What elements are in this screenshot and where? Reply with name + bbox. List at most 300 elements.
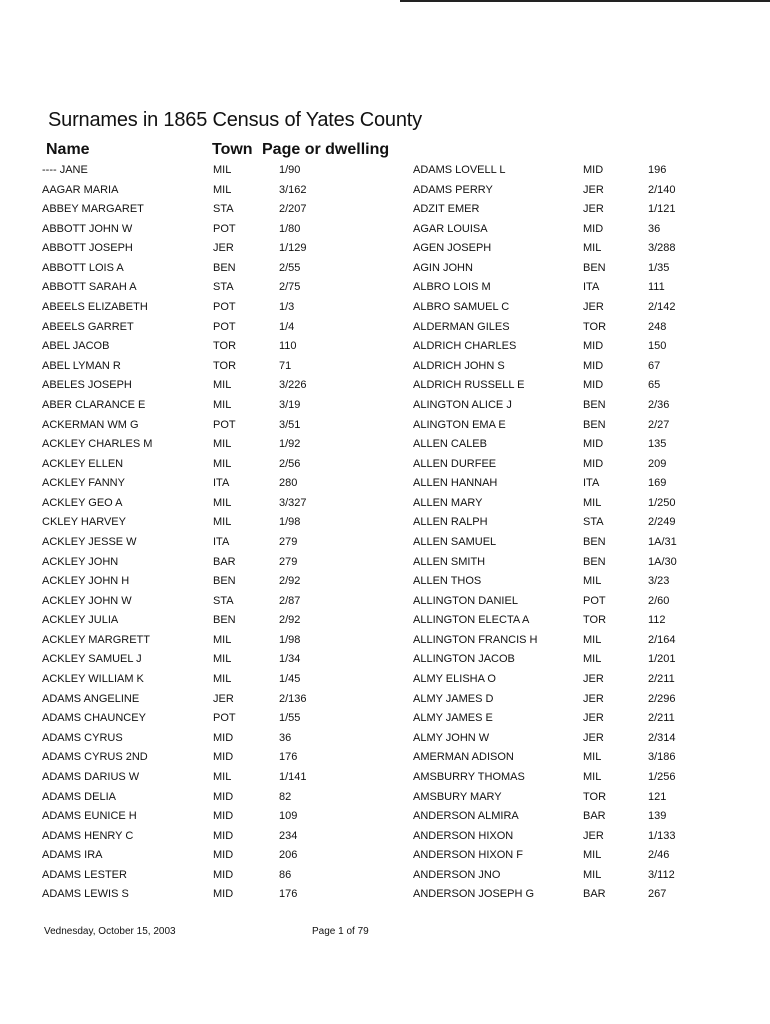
table-row: [42, 160, 412, 180]
surname-cell: ALLINGTON DANIEL: [413, 594, 518, 607]
town-cell: JER: [583, 829, 604, 842]
page-cell: 86: [279, 868, 292, 881]
page-cell: 279: [279, 555, 298, 568]
table-row: [42, 297, 412, 317]
page-cell: 3/19: [279, 398, 301, 411]
town-cell: POT: [213, 222, 236, 235]
table-row: [413, 767, 763, 787]
surname-cell: ADAMS IRA: [42, 849, 103, 862]
page-cell: 2/92: [279, 614, 301, 627]
table-row: [413, 552, 763, 572]
surname-cell: ADAMS CHAUNCEY: [42, 712, 146, 725]
surname-cell: ALLEN CALEB: [413, 438, 487, 451]
town-cell: MIL: [583, 575, 602, 588]
surname-cell: ABBOTT LOIS A: [42, 261, 124, 274]
table-row: [42, 180, 412, 200]
page-cell: 109: [279, 810, 298, 823]
town-cell: MIL: [213, 164, 232, 176]
surname-cell: AMSBURY MARY: [413, 790, 502, 803]
surname-cell: ACKLEY JOHN: [42, 555, 119, 568]
town-cell: BEN: [583, 535, 606, 548]
page-cell: 1/250: [648, 496, 676, 509]
surname-cell: ADAMS LEWIS S: [42, 888, 129, 901]
page-cell: 2/60: [648, 594, 670, 607]
page-cell: 1/129: [279, 242, 307, 255]
surname-cell: ALDERMAN GILES: [413, 320, 510, 333]
table-row: [42, 336, 412, 356]
table-row: [413, 297, 763, 317]
page-cell: 1/35: [648, 261, 670, 274]
table-row: [42, 532, 412, 552]
table-row: [42, 317, 412, 337]
town-cell: MID: [213, 868, 234, 881]
left-census-column: [42, 160, 412, 904]
page-cell: 209: [648, 457, 667, 470]
town-cell: POT: [213, 418, 236, 431]
town-cell: BEN: [213, 261, 236, 274]
page-cell: 1A/30: [648, 555, 677, 568]
surname-cell: ALMY JAMES E: [413, 712, 493, 725]
surname-cell: AGIN JOHN: [413, 261, 473, 274]
page-cell: 135: [648, 438, 667, 451]
surname-cell: ADAMS HENRY C: [42, 829, 134, 842]
table-row: [413, 317, 763, 337]
surname-cell: ACKLEY CHARLES M: [42, 438, 153, 451]
table-row: [42, 434, 412, 454]
town-cell: MID: [583, 340, 604, 353]
town-cell: MIL: [213, 438, 232, 451]
surname-cell: ALLEN HANNAH: [413, 477, 498, 490]
page-cell: 1/133: [648, 829, 676, 842]
page-cell: 3/226: [279, 379, 307, 392]
table-row: [413, 630, 763, 650]
table-row: [42, 258, 412, 278]
surname-cell: ACKLEY GEO A: [42, 496, 123, 509]
town-cell: JER: [583, 203, 604, 216]
table-row: [413, 865, 763, 885]
table-row: [413, 160, 763, 180]
town-cell: BEN: [213, 614, 236, 627]
page-cell: 3/23: [648, 575, 670, 588]
page-cell: 1/4: [279, 320, 295, 333]
town-cell: POT: [583, 594, 606, 607]
surname-cell: ALINGTON ALICE J: [413, 398, 512, 411]
page-cell: 234: [279, 829, 298, 842]
town-cell: MID: [583, 379, 604, 392]
surname-cell: ALLINGTON ELECTA A: [413, 614, 530, 627]
table-row: [42, 610, 412, 630]
surname-cell: ACKLEY WILLIAM K: [42, 673, 144, 686]
town-cell: MIL: [213, 398, 232, 411]
town-cell: MIL: [583, 849, 602, 862]
surname-cell: ALMY JAMES D: [413, 692, 494, 705]
town-cell: MID: [583, 438, 604, 451]
page-cell: 2/140: [648, 183, 676, 196]
town-cell: MIL: [583, 751, 602, 764]
surname-cell: ADZIT EMER: [413, 203, 480, 216]
town-cell: MID: [583, 222, 604, 235]
page-cell: 36: [279, 731, 292, 744]
page-cell: 196: [648, 164, 667, 176]
surname-cell: ALLEN THOS: [413, 575, 482, 588]
column-header-page: Page or dwelling: [262, 141, 390, 158]
page-cell: 112: [648, 614, 666, 627]
page-cell: 280: [279, 477, 298, 490]
surname-cell: ANDERSON JOSEPH G: [413, 888, 535, 901]
surname-cell: ABEELS ELIZABETH: [42, 301, 148, 314]
town-cell: MIL: [213, 653, 232, 666]
page-cell: 1/3: [279, 301, 295, 314]
page-cell: 2/164: [648, 633, 676, 646]
table-row: [42, 356, 412, 376]
table-row: [413, 728, 763, 748]
town-cell: BEN: [583, 261, 606, 274]
surname-cell: CKLEY HARVEY: [42, 516, 126, 529]
surname-cell: ACKLEY JOHN W: [42, 594, 132, 607]
surname-cell: ADAMS EUNICE H: [42, 810, 137, 823]
surname-cell: ALMY ELISHA O: [413, 673, 496, 686]
town-cell: MID: [213, 751, 234, 764]
page-cell: 176: [279, 888, 298, 901]
page-cell: 2/211: [648, 712, 675, 725]
table-row: [413, 375, 763, 395]
table-row: [42, 454, 412, 474]
surname-cell: ADAMS LOVELL L: [413, 164, 506, 176]
town-cell: BEN: [583, 555, 606, 568]
surname-cell: ALLEN SMITH: [413, 555, 486, 568]
surname-cell: AMSBURRY THOMAS: [413, 770, 525, 783]
page-cell: 65: [648, 379, 661, 392]
table-row: [413, 826, 763, 846]
page-cell: 3/112: [648, 868, 675, 881]
page-cell: 2/296: [648, 692, 676, 705]
surname-cell: ACKLEY MARGRETT: [42, 633, 150, 646]
table-row: [413, 277, 763, 297]
table-row: [413, 806, 763, 826]
page-cell: 1/34: [279, 653, 301, 666]
page-cell: 1/256: [648, 770, 676, 783]
surname-cell: ABBOTT SARAH A: [42, 281, 137, 294]
town-cell: MID: [213, 790, 234, 803]
town-cell: MIL: [213, 770, 232, 783]
table-row: [413, 180, 763, 200]
surname-cell: ABEELS GARRET: [42, 320, 134, 333]
page-cell: 1/121: [648, 203, 676, 216]
table-row: [42, 512, 412, 532]
page-cell: 82: [279, 790, 292, 803]
table-row: [42, 277, 412, 297]
table-row: [42, 806, 412, 826]
town-cell: POT: [213, 712, 236, 725]
table-row: [42, 728, 412, 748]
town-cell: TOR: [583, 614, 607, 627]
page-cell: 71: [279, 359, 292, 372]
surname-cell: ABELES JOSEPH: [42, 379, 132, 392]
town-cell: MID: [213, 888, 234, 901]
surname-cell: ACKLEY JESSE W: [42, 535, 137, 548]
surname-cell: ACKLEY JULIA: [42, 614, 119, 627]
table-row: [413, 356, 763, 376]
town-cell: JER: [583, 301, 604, 314]
table-row: [413, 258, 763, 278]
table-row: [42, 826, 412, 846]
town-cell: ITA: [213, 535, 230, 548]
surname-cell: ALLEN RALPH: [413, 516, 488, 529]
table-row: [413, 747, 763, 767]
town-cell: MIL: [213, 379, 232, 392]
surname-cell: ACKLEY JOHN H: [42, 575, 130, 588]
surname-cell: ACKLEY FANNY: [42, 477, 125, 490]
page-cell: 139: [648, 810, 667, 823]
town-cell: BEN: [583, 418, 606, 431]
page-cell: 3/327: [279, 496, 307, 509]
page-cell: 169: [648, 477, 667, 490]
town-cell: JER: [583, 673, 604, 686]
surname-cell: ALDRICH CHARLES: [413, 340, 517, 353]
town-cell: MID: [583, 457, 604, 470]
town-cell: ITA: [213, 477, 230, 490]
table-row: [42, 552, 412, 572]
page-cell: 2/46: [648, 849, 670, 862]
surname-cell: AGEN JOSEPH: [413, 242, 492, 255]
town-cell: POT: [213, 301, 236, 314]
surname-cell: ---- JANE: [42, 164, 88, 176]
town-cell: ITA: [583, 281, 600, 294]
page-cell: 2/92: [279, 575, 301, 588]
table-row: [42, 884, 412, 904]
page-cell: 1/141: [279, 770, 307, 783]
table-row: [413, 845, 763, 865]
table-row: [42, 238, 412, 258]
page-cell: 279: [279, 535, 298, 548]
table-row: [42, 787, 412, 807]
town-cell: MIL: [583, 653, 602, 666]
table-row: [413, 571, 763, 591]
table-row: [413, 532, 763, 552]
table-row: [413, 689, 763, 709]
table-row: [42, 493, 412, 513]
table-row: [42, 865, 412, 885]
town-cell: JER: [213, 692, 234, 705]
town-cell: MID: [583, 164, 604, 176]
surname-cell: ABEL LYMAN R: [42, 359, 121, 372]
table-row: [42, 747, 412, 767]
table-row: [413, 610, 763, 630]
table-row: [413, 395, 763, 415]
table-row: [42, 571, 412, 591]
town-cell: MIL: [583, 868, 602, 881]
table-row: [413, 336, 763, 356]
surname-cell: ABBEY MARGARET: [42, 203, 144, 216]
surname-cell: ABEL JACOB: [42, 340, 110, 353]
surname-cell: ALLEN MARY: [413, 496, 483, 509]
surname-cell: ALLEN SAMUEL: [413, 535, 497, 548]
table-row: [42, 395, 412, 415]
surname-cell: AMERMAN ADISON: [413, 751, 514, 764]
page-cell: 1A/31: [648, 535, 677, 548]
table-row: [42, 591, 412, 611]
surname-cell: AAGAR MARIA: [42, 183, 119, 196]
table-row: [42, 219, 412, 239]
page-cell: 36: [648, 222, 661, 235]
surname-cell: ANDERSON JNO: [413, 868, 501, 881]
surname-cell: ALINGTON EMA E: [413, 418, 506, 431]
page-cell: 3/186: [648, 751, 676, 764]
page-cell: 3/51: [279, 418, 301, 431]
table-row: [42, 845, 412, 865]
table-row: [413, 473, 763, 493]
town-cell: MIL: [213, 516, 232, 529]
page-cell: 206: [279, 849, 298, 862]
page-cell: 1/45: [279, 673, 301, 686]
page-cell: 3/162: [279, 183, 307, 196]
surname-cell: ADAMS DARIUS W: [42, 770, 140, 783]
table-row: [42, 415, 412, 435]
surname-cell: ACKERMAN WM G: [42, 418, 139, 431]
page-cell: 2/56: [279, 457, 301, 470]
table-row: [413, 415, 763, 435]
surname-cell: ADAMS DELIA: [42, 790, 116, 803]
page-cell: 67: [648, 359, 661, 372]
page-cell: 2/55: [279, 261, 301, 274]
surname-cell: ADAMS CYRUS 2ND: [42, 751, 148, 764]
page-cell: 2/136: [279, 692, 307, 705]
town-cell: MID: [583, 359, 604, 372]
page-cell: 2/314: [648, 731, 676, 744]
column-header-town: Town: [212, 141, 253, 158]
town-cell: STA: [213, 281, 234, 294]
page-cell: 2/27: [648, 418, 670, 431]
surname-cell: ALLEN DURFEE: [413, 457, 497, 470]
town-cell: MIL: [583, 242, 602, 255]
town-cell: BEN: [213, 575, 236, 588]
footer-page-number: Page 1 of 79: [312, 926, 369, 937]
page-cell: 110: [279, 340, 297, 353]
table-row: [42, 630, 412, 650]
town-cell: BAR: [213, 555, 236, 568]
surname-cell: ADAMS PERRY: [413, 183, 493, 196]
town-cell: JER: [583, 731, 604, 744]
page-cell: 121: [648, 790, 667, 803]
surname-cell: ALBRO LOIS M: [413, 281, 491, 294]
surname-cell: ABBOTT JOSEPH: [42, 242, 133, 255]
page-cell: 1/201: [648, 653, 676, 666]
surname-cell: ALDRICH RUSSELL E: [413, 379, 525, 392]
page-cell: 2/142: [648, 301, 676, 314]
town-cell: BAR: [583, 888, 606, 901]
page-cell: 2/36: [648, 398, 670, 411]
table-row: [413, 434, 763, 454]
table-row: [413, 238, 763, 258]
table-row: [413, 591, 763, 611]
town-cell: STA: [213, 594, 234, 607]
town-cell: TOR: [583, 790, 607, 803]
town-cell: JER: [583, 712, 604, 725]
town-cell: MID: [213, 849, 234, 862]
page-cell: 1/55: [279, 712, 301, 725]
table-row: [413, 669, 763, 689]
page-cell: 1/98: [279, 633, 301, 646]
table-row: [413, 199, 763, 219]
surname-cell: ADAMS CYRUS: [42, 731, 123, 744]
surname-cell: ALBRO SAMUEL C: [413, 301, 510, 314]
page-cell: 1/92: [279, 438, 301, 451]
surname-cell: ALMY JOHN W: [413, 731, 490, 744]
page-cell: 1/80: [279, 222, 301, 235]
table-row: [42, 669, 412, 689]
table-row: [413, 708, 763, 728]
page-cell: 3/288: [648, 242, 676, 255]
town-cell: TOR: [213, 340, 237, 353]
surname-cell: ACKLEY SAMUEL J: [42, 653, 142, 666]
page-cell: 2/211: [648, 673, 675, 686]
page-title: Surnames in 1865 Census of Yates County: [48, 109, 422, 131]
town-cell: MIL: [213, 633, 232, 646]
surname-cell: ALLINGTON JACOB: [413, 653, 515, 666]
table-row: [413, 512, 763, 532]
footer-date: Vednesday, October 15, 2003: [44, 926, 176, 937]
town-cell: BEN: [583, 398, 606, 411]
page-cell: 2/207: [279, 203, 307, 216]
town-cell: JER: [583, 692, 604, 705]
surname-cell: AGAR LOUISA: [413, 222, 488, 235]
table-row: [42, 708, 412, 728]
town-cell: TOR: [213, 359, 237, 372]
table-row: [42, 689, 412, 709]
page-cell: 2/75: [279, 281, 301, 294]
surname-cell: ACKLEY ELLEN: [42, 457, 124, 470]
table-row: [42, 767, 412, 787]
town-cell: STA: [583, 516, 604, 529]
town-cell: POT: [213, 320, 236, 333]
town-cell: TOR: [583, 320, 607, 333]
page-cell: 267: [648, 888, 667, 901]
page-cell: 248: [648, 320, 667, 333]
town-cell: JER: [583, 183, 604, 196]
surname-cell: ABER CLARANCE E: [42, 398, 146, 411]
surname-cell: ADAMS ANGELINE: [42, 692, 140, 705]
table-row: [42, 375, 412, 395]
town-cell: MIL: [213, 457, 232, 470]
town-cell: MID: [213, 810, 234, 823]
page-cell: 2/249: [648, 516, 676, 529]
town-cell: MIL: [583, 633, 602, 646]
table-row: [413, 649, 763, 669]
town-cell: MIL: [213, 183, 232, 196]
town-cell: ITA: [583, 477, 600, 490]
table-row: [42, 473, 412, 493]
page-cell: 150: [648, 340, 667, 353]
town-cell: MID: [213, 731, 234, 744]
table-row: [413, 787, 763, 807]
page-cell: 111: [648, 281, 665, 294]
top-border-line: [400, 0, 770, 2]
town-cell: STA: [213, 203, 234, 216]
town-cell: MIL: [213, 496, 232, 509]
surname-cell: ALDRICH JOHN S: [413, 359, 505, 372]
surname-cell: ANDERSON HIXON F: [413, 849, 524, 862]
column-header-name: Name: [46, 141, 90, 158]
surname-cell: ADAMS LESTER: [42, 868, 127, 881]
table-row: [413, 884, 763, 904]
right-census-column: [413, 160, 763, 904]
table-row: [413, 454, 763, 474]
page-cell: 2/87: [279, 594, 301, 607]
surname-cell: ANDERSON ALMIRA: [413, 810, 519, 823]
surname-cell: ABBOTT JOHN W: [42, 222, 133, 235]
surname-cell: ANDERSON HIXON: [413, 829, 514, 842]
table-row: [413, 219, 763, 239]
